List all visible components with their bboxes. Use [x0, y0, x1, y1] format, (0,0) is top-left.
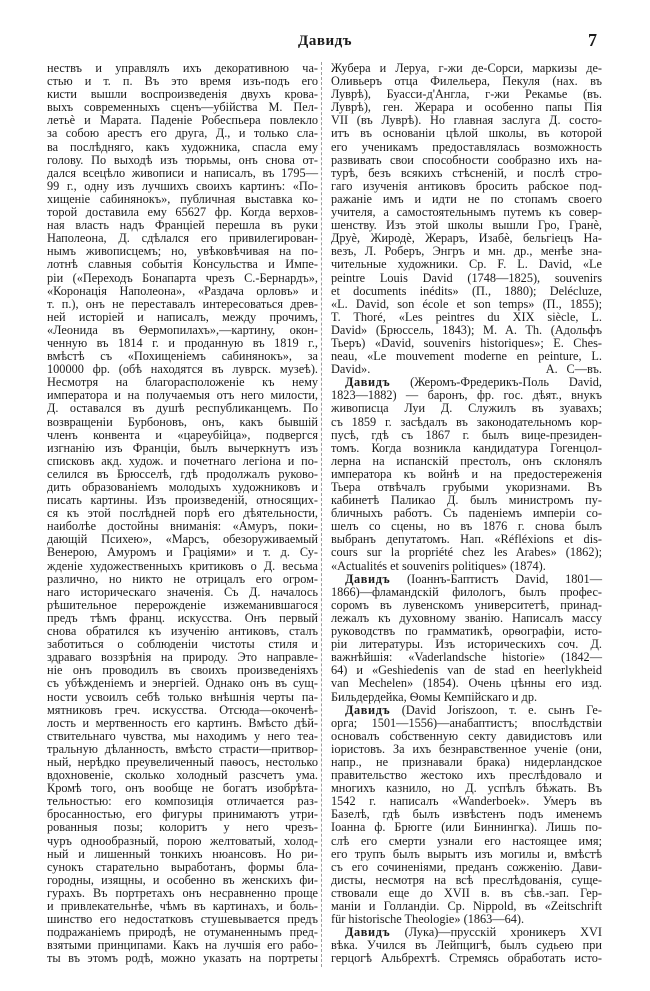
line-text: іористовъ. За ихъ безнравственное ученіе (они, — [331, 741, 602, 756]
line-text: развивать свои способности сообразно ихъ на- — [331, 152, 602, 167]
line-text: мятниковъ греч. искусства. Отсюда—окоченѣ- — [47, 702, 318, 717]
line-text: et documents inédits» (П., 1880); Delécluze, — [331, 283, 602, 298]
line-text: тельностью: его композиція отличается раз- — [47, 794, 318, 809]
line-text: дисты, несмотря на всѣ преслѣдованія, суще- — [331, 872, 602, 887]
line-text: подражаніемъ природѣ, не отуманеннымъ пред- — [47, 925, 318, 940]
line-text: хищеніе сабинянокъ», публичная выставка ко- — [47, 191, 318, 206]
line-text: заботиться о соблюденіи чистоты стиля и — [47, 637, 318, 652]
line-text: выхъ современныхъ сценъ—убійства М. Пел- — [47, 100, 318, 115]
line-text: съ 1859 г. засѣдалъ въ законодательномъ кор- — [331, 414, 602, 429]
line-text: вмѣстѣ съ «Похищеніемъ сабинянокъ», за — [47, 349, 318, 364]
line-text: живописца Луи Д. Служилъ въ зуавахъ; — [331, 401, 602, 416]
line-text: вдохновеніе, сколько холодный разсчетъ ума. — [47, 768, 318, 783]
line-text: бросанностью, его фигуры принимаютъ утри- — [47, 807, 318, 822]
line-text: возвращеніи Бурбоновъ, онъ, какъ бывшій — [47, 414, 318, 429]
line-text: выбранъ депутатомъ. Нап. «Réfléxions et dis- — [331, 532, 602, 547]
line-text: (David Joriszoon, т. е. сынъ Ге- — [390, 702, 602, 717]
line-text: гурахъ. Въ портретахъ онъ несравненно проще — [47, 885, 318, 900]
line-text: Базелѣ, гдѣ былъ извѣстенъ подъ именемъ — [331, 807, 602, 822]
line-text: маніи и Голландіи. Ср. Nippold, въ «Zeitschrift — [331, 899, 602, 913]
line-text: соромъ въ лувенскомъ университетѣ, принад- — [331, 597, 602, 612]
line-text: David» (Брюссель, 1843); M. A. Th. (Адольфъ — [331, 322, 602, 337]
line-text: голову. По выходѣ изъ тюрьмы, онъ снова от- — [47, 152, 318, 167]
line-text: пусѣ, гдѣ съ 1867 г. былъ вице-президен- — [331, 427, 602, 442]
line-text: ражаніе имъ и идти не по стопамъ своего — [331, 191, 602, 206]
line-text: нествъ и управлялъ ихъ декоративною ча- — [47, 61, 318, 75]
line-text: ты въ этомъ родѣ, можно указать на портреты — [47, 951, 318, 966]
line-text: везъ, Л. Роберъ, Энгръ и мн. др., менѣе зна- — [331, 244, 602, 259]
line-text: рованныя позы; колоритъ у него чрезъ- — [47, 820, 318, 835]
line-text: членъ конвента и «цареубійца», подвергся — [47, 427, 318, 442]
left-column — [47, 62, 318, 965]
line-text: бличныхъ работъ. Съ паденіемъ имперіи со- — [331, 506, 602, 521]
line-text: рѣшительное перерожденіе изжеманившагося — [47, 597, 318, 612]
line-text: van Mechelen» (1854). Очень цѣнны его изд. — [331, 676, 602, 691]
line-text: наго историческаго значенія. Съ Д. началось — [47, 584, 318, 599]
line-text: Оливьеръ отца Филельера, Пекуля (нах. въ — [331, 74, 602, 89]
line-text: жденіе художественныхъ критиковъ о Д. весьма — [47, 558, 318, 573]
line-text: Луврѣ), ген. Жерара и особенно папы Пія — [331, 100, 602, 115]
line-text: 64) и «Geshiedenis van de stad en heerlykheid — [331, 663, 602, 678]
line-text: «Леонида въ Ѳермопилахъ»,—картину, окон- — [47, 322, 318, 337]
line-text: Друѐ, Жиродѐ, Жераръ, Изабѐ, бельгіецъ На- — [331, 231, 602, 246]
line-text: вѣка. Учился въ Лейпцигѣ, былъ судьею при — [331, 938, 602, 953]
line-text: съ убѣжденіемъ и энергіей. Однако онъ въ сущ- — [47, 676, 318, 691]
line-text: сунокъ старательно выработанъ, формы бла- — [47, 859, 318, 874]
line-text: Бильдердейка, Ѳомы Кемпійскаго и др. — [331, 689, 538, 704]
line-text: стью и т. п. Въ это время изъ-подъ его — [47, 74, 318, 89]
line-text: 1823—1882) — баронъ, фр. гос. дѣят., внукъ — [331, 388, 602, 403]
right-column — [331, 62, 602, 965]
line-text: кисти вышли воспроизведенія двухъ крова- — [47, 87, 318, 102]
line-text: ніе онъ проводилъ въ своихъ произведеніяхъ — [47, 663, 318, 678]
line-text: ный и лишенный тонкихъ нюансовъ. Но ри- — [47, 846, 318, 861]
line-text: его трупъ былъ вырытъ изъ могилы и, вмѣстѣ — [331, 846, 602, 861]
line-text: (Лука)—прусскій хроникеръ XVI — [390, 925, 602, 940]
line-text: лежалъ къ духовному званію. Написалъ массу — [331, 610, 602, 625]
line-text: различно, но никто не отрицалъ его огром- — [47, 571, 318, 586]
line-text: важнѣйшія: «Vaderlandsche historie» (1842— — [331, 650, 602, 665]
line-text: нымъ живописцемъ; но, увѣковѣчивая на по- — [47, 244, 318, 259]
line-text: Іоанна ф. Брюгге (или Биннингка). Лишь по- — [331, 820, 602, 835]
line-text: предъ тѣмъ франц. искусства. Онъ первый — [47, 610, 318, 625]
line-text: ченную въ 1814 г. и проданную въ 1819 г., — [47, 335, 318, 350]
line-text: ности усвоилъ себѣ только внѣшнія черты па- — [47, 689, 318, 704]
line-text: многихъ казнило, но Д. успѣлъ бѣжать. Въ — [331, 781, 602, 796]
line-text: орга; 1501—1556)—анабаптистъ; впослѣдствіи — [331, 715, 602, 730]
line-text: съ его сочиненіями, преданъ сожженію. Дави- — [331, 859, 602, 874]
line-text: здраваго воззрѣнія на природу. Это направле- — [47, 650, 318, 665]
line-text: ствовали еще до XVII в. въ сѣв.-зап. Гер- — [331, 885, 602, 900]
line-text: кабинетѣ Паликао Д. былъ министромъ пу- — [331, 493, 602, 508]
line-text: изгнанію изъ Франціи, былъ вычеркнутъ изъ — [47, 440, 318, 455]
line-text: писать картины. Изъ произведеній, относящих- — [47, 493, 318, 508]
line-text: итъ въ основаніи цѣлой школы, въ которой — [331, 126, 602, 141]
entry-headword: Давидъ — [345, 702, 391, 717]
line-text: чительные художники. Ср. F. L. David, «Le — [331, 257, 602, 272]
line-text: дить образованіемъ молодыхъ художниковъ и — [47, 480, 318, 494]
running-head-title: Давидъ — [298, 33, 352, 49]
line-text: ся къ этой послѣдней порѣ его дѣятельности, — [47, 506, 318, 521]
line-text: ный, нерѣдко преувеличенный паѳосъ, нестолько — [47, 754, 318, 769]
line-text: (Жеромъ-Фредерикъ-Поль David, — [390, 375, 602, 390]
line-text: ріи литературы. Изъ историческихъ соч. Д. — [331, 637, 602, 652]
line-text: Наполеона, Д. сдѣлался его привилегирован- — [47, 231, 318, 246]
page-number: 7 — [588, 30, 597, 50]
line-text: лерна на испанскій престолъ, онъ склонялъ — [331, 453, 602, 468]
line-text: peintre Louis David (1748—1825), souvenirs — [331, 270, 602, 285]
line-text: Жубера и Леруа, г-жи де-Сорси, маркизы де- — [331, 61, 602, 75]
line-text: основалъ собственную секту давидистовъ или — [331, 728, 602, 743]
line-text: дался всецѣло живописи и написалъ, въ 1795— — [47, 165, 318, 180]
line-text: ва послѣдняго, какъ художника, спасла ему — [47, 139, 318, 154]
line-text: селился въ Брюсселѣ, гдѣ продолжалъ руково- — [47, 466, 318, 481]
line-text: правительство жестоко ихъ преслѣдовало и — [331, 768, 602, 783]
entry-headword: Давидъ — [345, 375, 391, 390]
line-text: Кромѣ того, онъ вообще не богатъ изобрѣта- — [47, 781, 318, 796]
line-text: т. п.), онъ не переставалъ интересоваться древ- — [47, 296, 318, 311]
line-text: шинство его недостатковъ стушевывается предъ — [47, 912, 318, 927]
line-text: VII (въ Луврѣ). Но главная заслуга Д. состо- — [331, 113, 602, 128]
line-text: летьѐ и Марата. Паденіе Робеспьера повлекло — [47, 113, 318, 128]
column-divider — [321, 62, 322, 967]
line-text: Тьера отвѣчалъ грубыми укоризнами. Въ — [331, 480, 602, 494]
line-text: императора и на получаемыя отъ него милости, — [47, 388, 318, 403]
line-text: 1866)—фламандскій филологъ, былъ профес- — [331, 584, 602, 599]
line-text: наиболѣе достойны вниманія: «Амуръ, поки- — [47, 519, 318, 534]
text-line — [331, 952, 602, 965]
line-text: T. Thoré, «Les peintres du XIX siècle, L. — [331, 309, 602, 324]
line-text: шелъ со сцены, но въ 1876 г. снова былъ — [331, 519, 602, 534]
line-text: Несмотря на благорасположеніе къ нему — [47, 375, 318, 390]
line-text: (Іоаннъ-Баптистъ David, 1801— — [390, 571, 602, 586]
line-text: и привлекательнѣе, чѣмъ въ картинахъ, и боль- — [47, 899, 318, 913]
line-text: тральную дѣланность, вмѣсто страсти—притвор- — [47, 741, 318, 756]
line-text: дающій Психею», «Марсъ, обезоруживаемый — [47, 532, 318, 547]
text-line — [47, 952, 318, 965]
line-text: гаго изученія антиковъ бросить рабское под- — [331, 178, 602, 193]
line-text: Д. оставался въ душѣ республиканцемъ. По — [47, 401, 318, 416]
line-text: томъ. Когда возникла кандидатура Гогенцол- — [331, 440, 602, 455]
line-text: 99 г., одну изъ лучшихъ своихъ картинъ: «По- — [47, 178, 318, 193]
line-text: ней исторіей и написалъ, между прочимъ, — [47, 309, 318, 324]
line-text: снова обратился къ изученію антиковъ, сталъ — [47, 624, 318, 639]
line-text: герцогѣ Альбрехтѣ. Стремясь обработать исто- — [331, 951, 602, 966]
line-text: «Коронація Наполеона», «Раздача орловъ» и — [47, 283, 318, 298]
line-text: neau, «Le mouvement moderne en peinture, L. — [331, 349, 602, 364]
line-text: David». A. С—въ. — [331, 362, 602, 377]
line-text: его ученикамъ предоставлялась возможность — [331, 139, 602, 154]
line-text: ріи («Переходъ Бонапарта чрезъ С.-Бернардъ», — [47, 270, 318, 285]
line-text: за собою арестъ его друга, Д., и только сла- — [47, 126, 318, 141]
line-text: «Actualités et souvenirs politiques» (1874). — [331, 558, 546, 573]
line-text: Венерою, Амуромъ и Граціями» и т. д. Су- — [47, 545, 318, 560]
line-text: 1542 г. написалъ «Wanderboek». Умеръ въ — [331, 794, 602, 809]
line-text: списковъ акд. худож. и почетнаго легіона и по- — [47, 453, 318, 468]
line-text: für historische Theologie» (1863—64). — [331, 912, 525, 927]
line-text: императора къ войнѣ и на предостереженія — [331, 466, 602, 481]
line-text: торой доставила ему 65627 фр. Когда верхов- — [47, 205, 318, 220]
entry-headword: Давидъ — [345, 925, 391, 940]
line-text: ствительнаго чувства, мы находимъ у него теа- — [47, 728, 318, 743]
entry-headword: Давидъ — [345, 571, 391, 586]
line-text: чуръ однообразный, порою желтоватый, холод- — [47, 833, 318, 848]
line-text: городны, изящны, и особенно въ женскихъ фи- — [47, 872, 318, 887]
line-text: cours sur la propriété chez les Arabes» (1862); — [331, 545, 602, 560]
line-text: учителя, а самостоятельнымъ путемъ къ совер- — [331, 205, 602, 220]
line-text: лость и мертвенность его картинъ. Вмѣсто дѣй- — [47, 715, 318, 730]
line-text: шенству. Изъ этой школы вышли Гро, Гранѐ, — [331, 218, 602, 233]
line-text: взятыми принципами. Какъ на лучшія его рабо- — [47, 938, 318, 953]
line-text: «L. David, son école et son temps» (П., 1855); — [331, 296, 602, 311]
line-text: лотнѣ славныя событія Консульства и Импе- — [47, 257, 318, 272]
line-text: Луврѣ), Буасси-д'Англа, г-жи Рекамье (въ. — [331, 87, 602, 102]
line-text: 100000 фр. (обѣ находятся въ луврск. музеѣ). — [47, 362, 318, 377]
line-text: слѣ его смерти узнали его настоящее имя; — [331, 833, 602, 848]
line-text: Тьеръ) «David, souvenirs historiques»; E. Ches- — [331, 335, 602, 350]
line-text: ная власть надъ Франціей перешла въ руки — [47, 218, 318, 233]
line-text: турѣ, безъ всякихъ стѣсненій, и послѣ стро- — [331, 165, 602, 180]
line-text: руководствъ по грамматикѣ, орѳографіи, исто- — [331, 624, 602, 639]
line-text: напр., не признавали брака) нидерландское — [331, 754, 602, 769]
